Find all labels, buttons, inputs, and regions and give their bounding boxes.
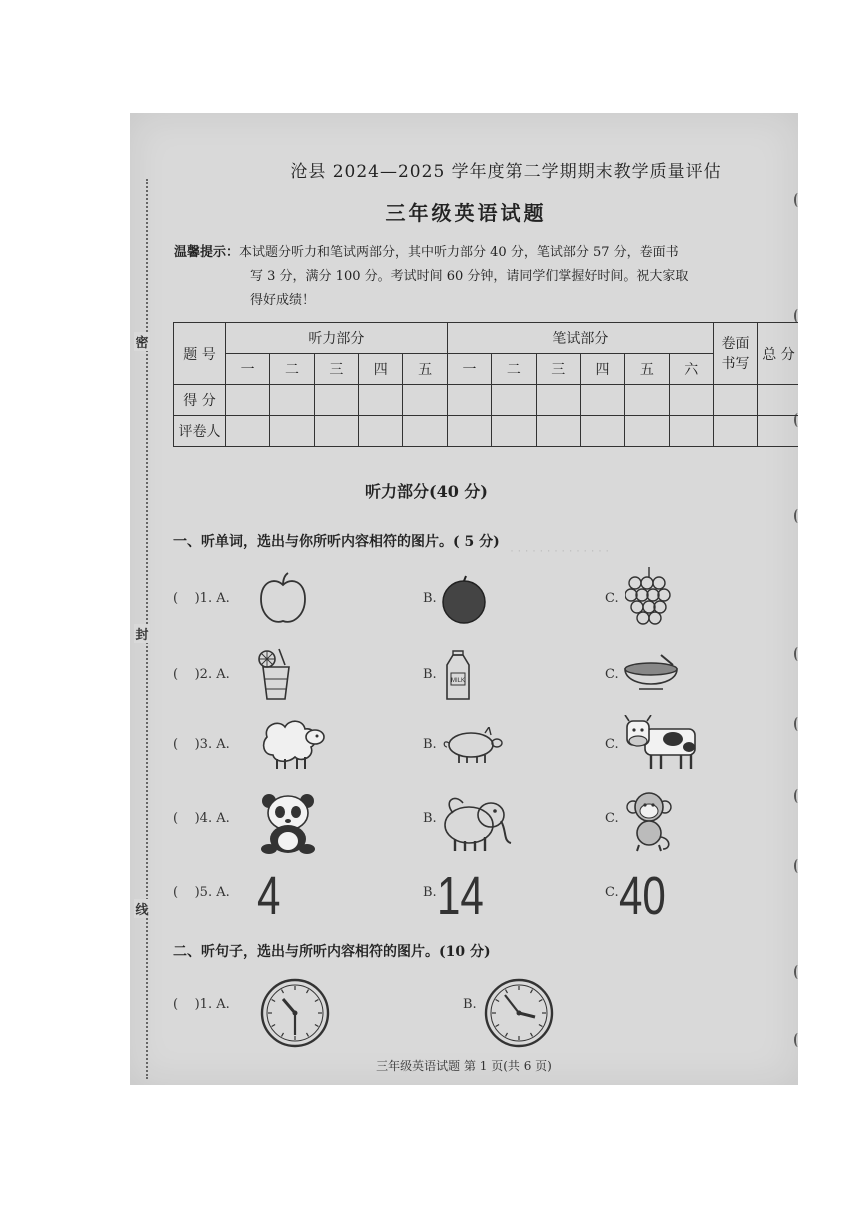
score-cell (492, 385, 536, 416)
listening-part-1: 一 (226, 354, 270, 385)
grader-cell (359, 416, 403, 447)
score-cell (447, 385, 491, 416)
edge-mark (794, 309, 798, 323)
part1-question-2 (173, 647, 793, 707)
option-c: C. (605, 591, 619, 606)
grader-cell (226, 416, 270, 447)
exam-header-title: 沧县 2024—2025 学年度第二学期期末教学质量评估 (290, 162, 722, 182)
question-number: ( )3. A. (173, 737, 230, 752)
question-number: ( )2. A. (173, 667, 230, 682)
option-c: C. (605, 885, 619, 900)
grader-cell (447, 416, 491, 447)
option-b: B. (423, 737, 437, 752)
grader-cell (536, 416, 580, 447)
option-b: B. (423, 885, 437, 900)
option-c: C. (605, 737, 619, 752)
writing-part-6: 六 (669, 354, 713, 385)
soup-icon (621, 653, 681, 697)
melon-icon (439, 575, 489, 625)
tips-line-2: 写 3 分，满分 100 分。考试时间 60 分钟，请同学们掌握好时间。祝大家取 (250, 269, 689, 284)
exam-subject-title: 三年级英语试题 (385, 201, 547, 225)
svg-text:MILK: MILK (450, 678, 466, 684)
score-cell (314, 385, 358, 416)
listening-part-3: 三 (314, 354, 358, 385)
tips-label: 温馨提示： (174, 245, 240, 260)
score-table-header-question: 题 号 (174, 323, 226, 385)
grader-cell (625, 416, 669, 447)
clock-icon (483, 977, 555, 1049)
exam-tips (174, 241, 774, 313)
question-number: ( )1. A. (173, 591, 230, 606)
grader-cell (758, 416, 799, 447)
pig-icon (439, 727, 505, 765)
score-cell (580, 385, 624, 416)
listening-section-title: 听力部分(40 分) (365, 482, 488, 501)
binding-char-xian: 线 (134, 899, 150, 918)
panda-icon (259, 791, 317, 855)
grader-row-label: 评卷人 (174, 416, 226, 447)
edge-mark (794, 193, 798, 207)
juice-icon (255, 647, 295, 701)
grader-cell (580, 416, 624, 447)
option-b: B. (423, 811, 437, 826)
part1-question-1 (173, 571, 793, 631)
part2-question-1 (173, 977, 793, 1037)
sheep-icon (257, 717, 327, 771)
option-b: B. (423, 591, 437, 606)
clock-icon (259, 977, 331, 1049)
elephant-icon (441, 791, 515, 853)
score-cell (270, 385, 314, 416)
apple-icon (257, 571, 309, 627)
writing-part-2: 二 (492, 354, 536, 385)
cow-icon (623, 715, 699, 771)
score-cell (403, 385, 447, 416)
question-number: ( )5. A. (173, 885, 230, 900)
grader-cell (314, 416, 358, 447)
option-b: B. (423, 667, 437, 682)
listening-part-4: 四 (359, 354, 403, 385)
score-cell (714, 385, 758, 416)
part1-title: 一、听单词，选出与你所听内容相符的图片。( 5 分) (173, 534, 500, 550)
part2-title: 二、听句子，选出与所听内容相符的图片。(10 分) (173, 944, 491, 960)
score-cell (359, 385, 403, 416)
binding-char-mi: 密 (134, 332, 150, 351)
score-table-header-handwriting (714, 323, 758, 385)
part1-question-5 (173, 865, 793, 925)
listening-part-2: 二 (270, 354, 314, 385)
grader-cell (270, 416, 314, 447)
listening-part-5: 五 (403, 354, 447, 385)
score-cell (226, 385, 270, 416)
score-table-header-writing: 笔试部分 (447, 323, 713, 354)
edge-mark (794, 789, 798, 803)
milk-icon (443, 649, 473, 701)
score-cell (669, 385, 713, 416)
number-option-a: 4 (257, 866, 281, 926)
question-number: ( )4. A. (173, 811, 230, 826)
edge-mark (794, 859, 798, 873)
grader-cell (714, 416, 758, 447)
number-option-c: 40 (619, 866, 666, 926)
score-table-header-listening: 听力部分 (226, 323, 448, 354)
tips-line-3: 得好成绩！ (250, 293, 316, 308)
option-c: C. (605, 667, 619, 682)
edge-mark (794, 647, 798, 661)
handwriting-label: 卷面书写 (721, 335, 750, 372)
writing-part-3: 三 (536, 354, 580, 385)
writing-part-1: 一 (447, 354, 491, 385)
edge-mark (794, 965, 798, 979)
score-cell (625, 385, 669, 416)
score-row-label: 得 分 (174, 385, 226, 416)
option-c: C. (605, 811, 619, 826)
score-table (173, 322, 798, 447)
part1-question-3 (173, 717, 793, 777)
bleed-through-text: · · · · · · · · · · · · · · (510, 543, 610, 557)
question-number: ( )1. A. (173, 997, 230, 1012)
edge-mark (794, 509, 798, 523)
writing-part-4: 四 (580, 354, 624, 385)
tips-line-1: 本试题分听力和笔试两部分，其中听力部分 40 分，笔试部分 57 分，卷面书 (239, 245, 679, 260)
number-option-b: 14 (437, 866, 484, 926)
writing-part-5: 五 (625, 354, 669, 385)
monkey-icon (625, 791, 673, 853)
part1-question-4 (173, 791, 793, 851)
option-b: B. (463, 997, 477, 1012)
grader-cell (403, 416, 447, 447)
grapes-icon (625, 565, 673, 627)
edge-mark (794, 717, 798, 731)
binding-char-feng: 封 (134, 624, 150, 643)
edge-mark (794, 1033, 798, 1047)
page-footer: 三年级英语试题 第 1 页(共 6 页) (376, 1059, 552, 1073)
score-table-header-total: 总 分 (758, 323, 799, 385)
grader-cell (669, 416, 713, 447)
grader-cell (492, 416, 536, 447)
score-cell (536, 385, 580, 416)
exam-paper (130, 113, 798, 1085)
score-cell (758, 385, 799, 416)
